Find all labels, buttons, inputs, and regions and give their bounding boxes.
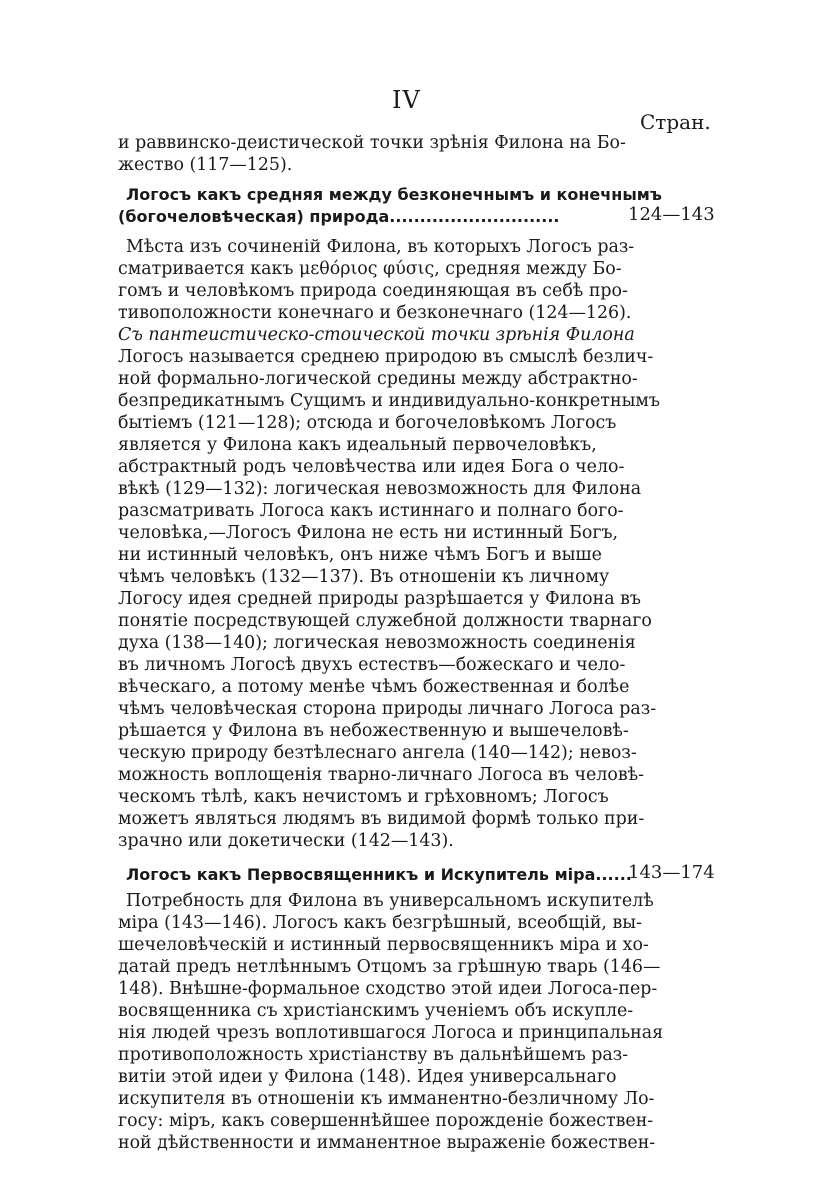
intro-line: жество (117—125).: [118, 155, 293, 175]
body-line: 148). Внѣшне-формальное сходство этой идеи Логоса-пер-: [118, 979, 658, 999]
body-line: въ личномъ Логосѣ двухъ естествъ—божескаго и чело-: [118, 655, 626, 675]
body-line: шечеловѣческій и истинный первосвященникъ міра и хо-: [118, 935, 649, 955]
body-line: гомъ и человѣкомъ природа соединяющая въ себѣ про-: [118, 281, 628, 301]
body-line: понятіе посредствующей служебной должности тварнаго: [118, 611, 652, 631]
section-1-page-range: 124—143: [628, 204, 715, 225]
section-1-title: (богочеловѣческая) природа............................: [118, 207, 560, 226]
body-line: вѣкѣ (129—132): логическая невозможность для Филона: [118, 479, 642, 499]
body-line: безпредикатнымъ Сущимъ и индивидуально-конкретнымъ: [118, 391, 660, 411]
page-number: IV: [392, 86, 421, 114]
body-line: ной дѣйственности и имманентное выраженіе божествен-: [118, 1133, 656, 1153]
body-line: тивоположности конечнаго и безконечнаго (124—126).: [118, 303, 632, 323]
body-line: противоположность христіанству въ дальнѣйшемъ раз-: [118, 1045, 629, 1065]
body-line: чѣмъ человѣкъ (132—137). Въ отношеніи къ личному: [118, 567, 610, 587]
body-line: рѣшается у Филона въ небожественную и вышечеловѣ-: [118, 721, 629, 741]
body-line: вѣческаго, а потому менѣе чѣмъ божественная и болѣе: [118, 677, 630, 697]
body-line: госу: міръ, какъ совершеннѣйшее порожденіе божествен-: [118, 1111, 654, 1131]
body-line: Логосу идея средней природы разрѣшается у Филона въ: [118, 589, 641, 609]
body-line: восвященника съ христіанскимъ ученіемъ объ искупле-: [118, 1001, 634, 1021]
body-line: ной формально-логической средины между абстрактно-: [118, 369, 638, 389]
body-line: ческомъ тѣлѣ, какъ нечистомъ и грѣховномъ; Логосъ: [118, 787, 609, 807]
body-line: датай предъ нетлѣннымъ Отцомъ за грѣшную тварь (146—: [118, 957, 661, 977]
body-line: чѣмъ человѣческая сторона природы личнаго Логоса раз-: [118, 699, 657, 719]
body-line: міра (143—146). Логосъ какъ безгрѣшный, всеобщій, вы-: [118, 913, 642, 933]
body-line: духа (138—140); логическая невозможность соединенія: [118, 633, 636, 653]
body-line: витіи этой идеи у Филона (148). Идея универсальнаго: [118, 1067, 617, 1087]
section-2-title: Логосъ какъ Первосвященникъ и Искупитель міра......: [126, 865, 632, 884]
section-1-title: Логосъ какъ средняя между безконечнымъ и конечнымъ: [126, 185, 662, 204]
body-line: разсматривать Логоса какъ истиннаго и полнаго бого-: [118, 501, 624, 521]
body-line: сматривается какъ μεθόριος φύσις, средняя между Бо-: [118, 259, 622, 279]
intro-line: и раввинско-деистической точки зрѣнія Филона на Бо-: [118, 133, 626, 153]
body-line: абстрактный родъ человѣчества или идея Бога о чело-: [118, 457, 625, 477]
body-line: нія людей чрезъ воплотившагося Логоса и принципальная: [118, 1023, 664, 1043]
body-line: является у Филона какъ идеальный первочеловѣкъ,: [118, 435, 597, 455]
body-line: ни истинный человѣкъ, онъ ниже чѣмъ Богъ и выше: [118, 545, 602, 565]
body-line: можетъ являться людямъ въ видимой формѣ только при-: [118, 809, 645, 829]
body-line: зрачно или докетически (142—143).: [118, 831, 454, 851]
body-line: бытіемъ (121—128); отсюда и богочеловѣкомъ Логосъ: [118, 413, 617, 433]
section-2-page-range: 143—174: [628, 862, 715, 883]
body-line: можность воплощенія тварно-личнаго Логоса въ человѣ-: [118, 765, 644, 785]
body-line: ческую природу безтѣлеснаго ангела (140—142); невоз-: [118, 743, 637, 763]
body-line: искупителя въ отношеніи къ имманентно-безличному Ло-: [118, 1089, 655, 1109]
body-line: Потребность для Филона въ универсальномъ искупителѣ: [126, 891, 654, 911]
body-line: Логосъ называется среднею природою въ смыслѣ безлич-: [118, 347, 654, 367]
pages-column-header: Стран.: [640, 110, 711, 134]
body-line: человѣка,—Логосъ Филона не есть ни истинный Богъ,: [118, 523, 619, 543]
body-line: Мѣста изъ сочиненій Филона, въ которыхъ Логосъ раз-: [126, 237, 635, 257]
body-line: Съ пантеистическо-стоической точки зрѣнія Филона: [118, 325, 635, 345]
